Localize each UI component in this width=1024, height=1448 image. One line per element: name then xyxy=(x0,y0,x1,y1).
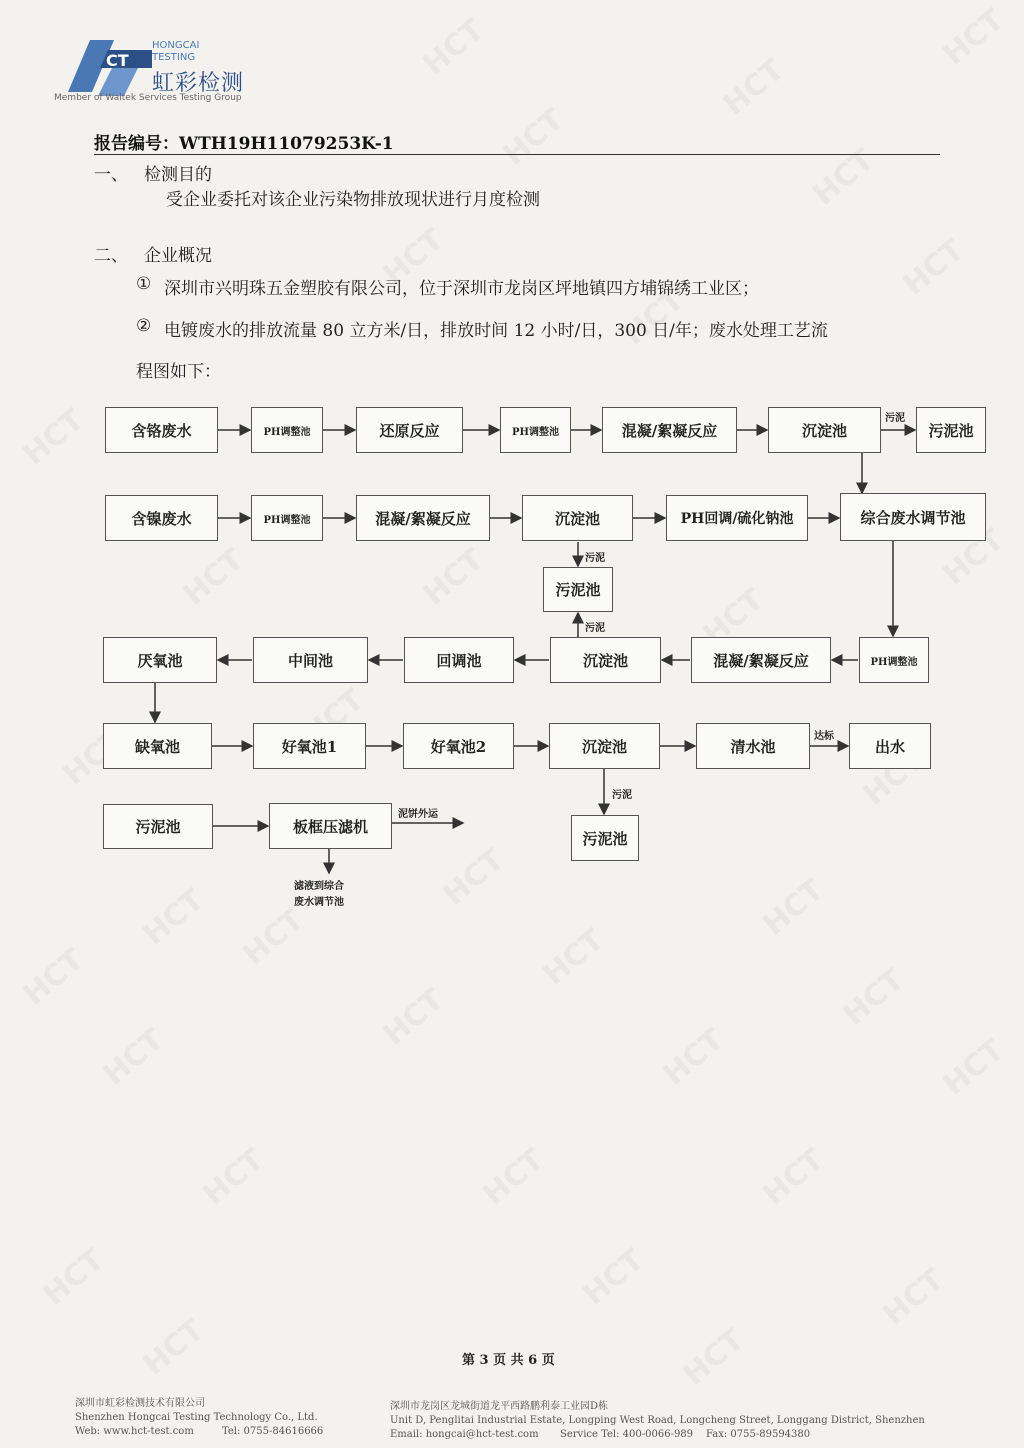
section-1-number: 一、 xyxy=(94,165,128,185)
item-1-marker: ① xyxy=(136,274,152,294)
box-sedimentation-4: 沉淀池 xyxy=(549,723,660,769)
box-ph-readjust-sulfide: PH回调/硫化钠池 xyxy=(666,495,808,541)
page-number: 第 3 页 共 6 页 xyxy=(462,1353,555,1368)
box-filter-press: 板框压滤机 xyxy=(269,803,392,849)
box-ph-adjust-2: PH调整池 xyxy=(500,407,571,453)
item-1-text: 深圳市兴明珠五金塑胶有限公司，位于深圳市龙岗区坪地镇四方埔锦绣工业区； xyxy=(164,279,759,299)
section-1-title: 检测目的 xyxy=(144,165,212,185)
box-sludge-2: 污泥池 xyxy=(543,567,613,612)
logo-member-text: Member of Waltek Services Testing Group xyxy=(54,93,242,103)
box-sludge-3: 污泥池 xyxy=(103,804,213,849)
section-2-title: 企业概况 xyxy=(144,246,212,266)
label-filtrate-1: 滤液到综合 xyxy=(294,881,344,892)
box-sludge-1: 污泥池 xyxy=(916,407,986,453)
logo-english-text: HONGCAI TESTING xyxy=(152,40,200,63)
section-2-number: 二、 xyxy=(94,246,128,266)
box-readjust: 回调池 xyxy=(404,637,514,683)
box-clear-water: 清水池 xyxy=(696,723,810,769)
box-coagulation-1: 混凝/絮凝反应 xyxy=(602,407,737,453)
box-aerobic-1: 好氧池1 xyxy=(253,723,366,769)
footer-tel: Tel: 0755-84616666 xyxy=(222,1426,324,1437)
label-standard: 达标 xyxy=(814,731,834,742)
footer-web: Web: www.hct-test.com xyxy=(75,1426,194,1437)
box-reduction: 还原反应 xyxy=(356,407,463,453)
box-coagulation-3: 混凝/絮凝反应 xyxy=(691,637,831,683)
footer-company-en: Shenzhen Hongcai Testing Technology Co., Ltd. xyxy=(75,1412,318,1423)
box-sedimentation-3: 沉淀池 xyxy=(550,637,661,683)
box-anoxic: 缺氧池 xyxy=(103,723,212,769)
box-outlet: 出水 xyxy=(849,723,931,769)
footer-service-tel: Service Tel: 400-0066-989 xyxy=(560,1429,694,1440)
logo-chinese-text: 虹彩检测 xyxy=(152,71,245,96)
box-intermediate: 中间池 xyxy=(253,637,368,683)
box-ph-adjust-1: PH调整池 xyxy=(251,407,323,453)
label-sludge: 污泥 xyxy=(585,553,605,564)
box-aerobic-2: 好氧池2 xyxy=(403,723,514,769)
box-sludge-4: 污泥池 xyxy=(571,815,639,861)
label-filtrate-2: 废水调节池 xyxy=(294,897,344,908)
box-sedimentation-2: 沉淀池 xyxy=(522,495,633,541)
box-coagulation-2: 混凝/絮凝反应 xyxy=(356,495,490,541)
item-2-text: 电镀废水的排放流量 80 立方米/日，排放时间 12 小时/日，300 日/年；废水处理工艺流 xyxy=(164,321,828,341)
footer-fax: Fax: 0755-89594380 xyxy=(706,1429,811,1440)
item-2-continuation: 程图如下： xyxy=(136,362,221,382)
box-chromium-wastewater: 含铬废水 xyxy=(105,407,218,453)
footer-email: Email: hongcai@hct-test.com xyxy=(390,1429,539,1440)
box-anaerobic: 厌氧池 xyxy=(103,637,217,683)
report-number: 报告编号：WTH19H11079253K-1 xyxy=(94,134,394,154)
label-sludge: 污泥 xyxy=(585,623,605,634)
box-ph-adjust-3: PH调整池 xyxy=(251,495,323,541)
label-sludge: 污泥 xyxy=(612,790,632,801)
label-sludge: 污泥 xyxy=(885,413,905,424)
svg-text:CT: CT xyxy=(106,51,129,70)
item-2-marker: ② xyxy=(136,316,152,336)
box-sedimentation-1: 沉淀池 xyxy=(768,407,881,453)
footer-address-cn: 深圳市龙岗区龙城街道龙平西路鹏利泰工业园D栋 xyxy=(390,1401,609,1412)
box-equalization-tank: 综合废水调节池 xyxy=(840,493,986,541)
section-1-body: 受企业委托对该企业污染物排放现状进行月度检测 xyxy=(166,190,540,210)
footer-address-en: Unit D, Penglitai Industrial Estate, Longping West Road, Longcheng Street, Longgang District, Shenzhen xyxy=(390,1415,925,1426)
label-cake-out: 泥饼外运 xyxy=(398,809,438,820)
box-nickel-wastewater: 含镍废水 xyxy=(105,495,218,541)
box-ph-adjust-4: PH调整池 xyxy=(859,637,929,683)
footer-company-cn: 深圳市虹彩检测技术有限公司 xyxy=(75,1398,205,1409)
